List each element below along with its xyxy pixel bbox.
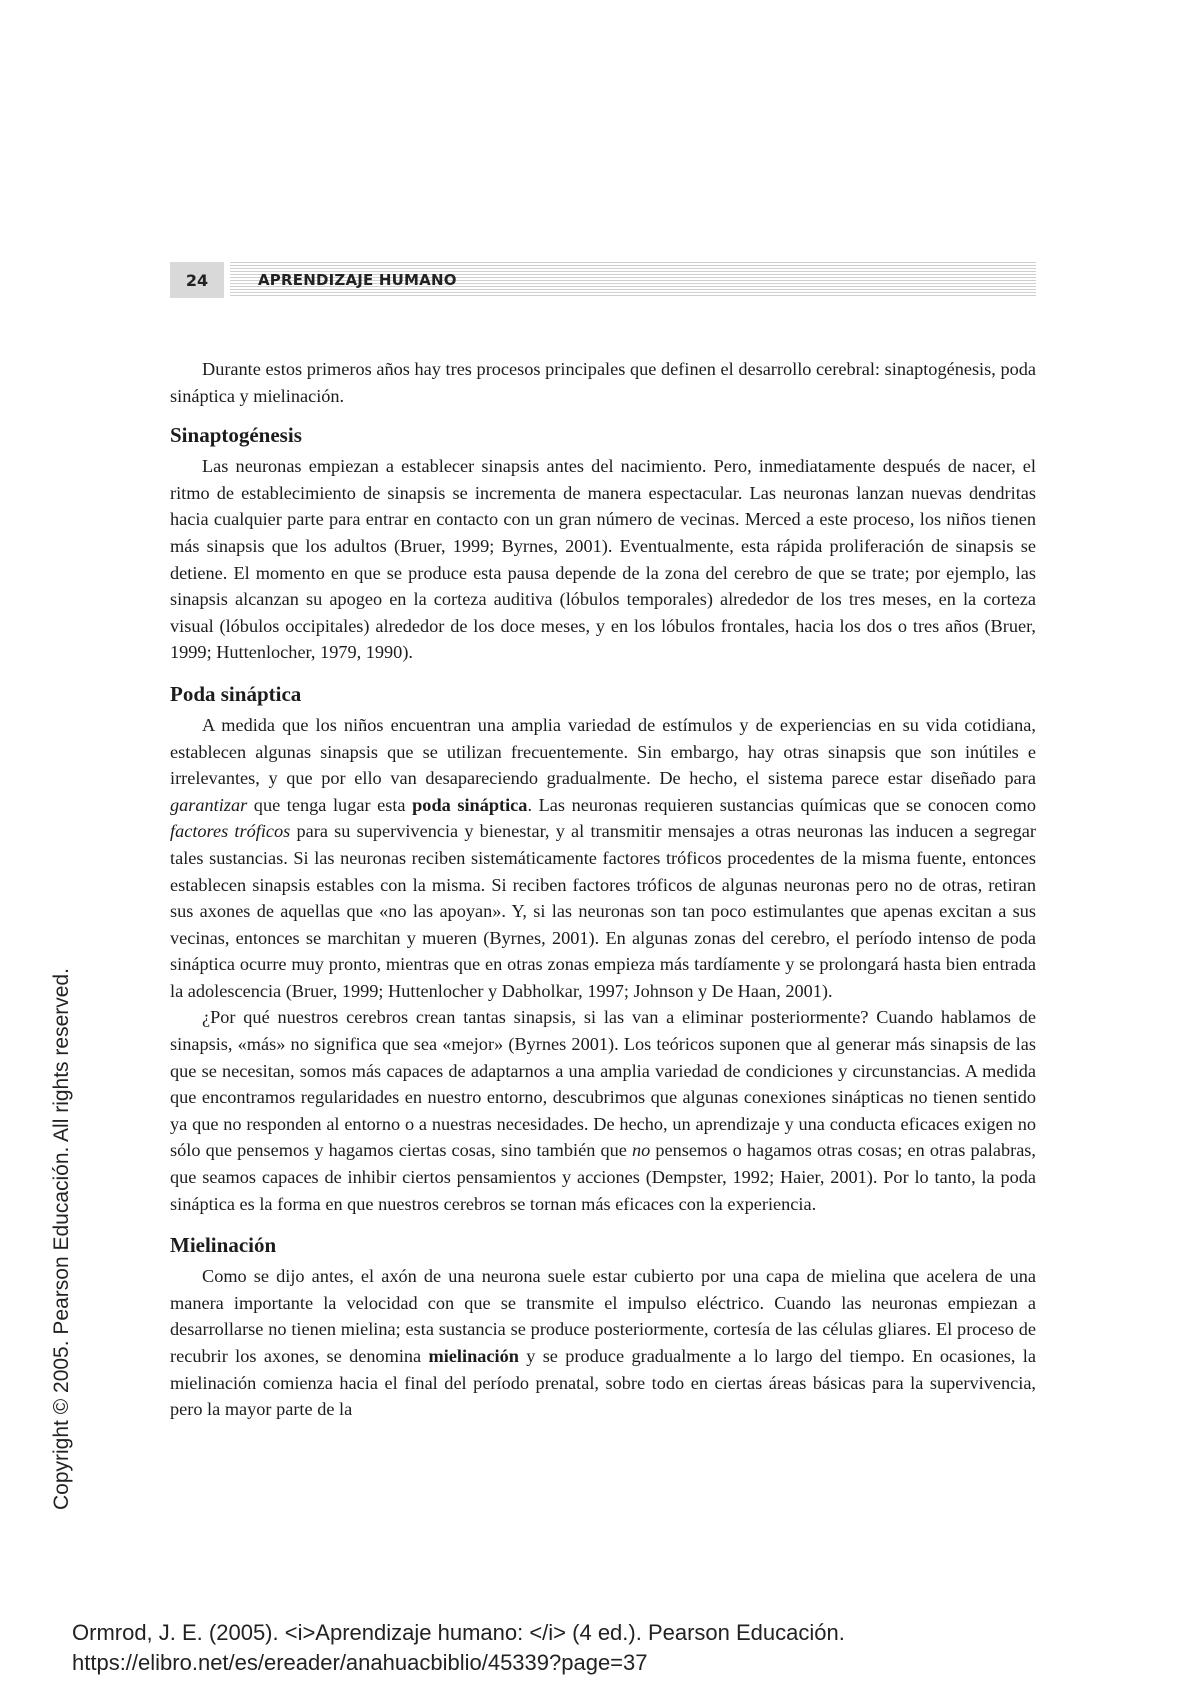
sinaptogenesis-paragraph: Las neuronas empiezan a establecer sinapsis antes del nacimiento. Pero, inmediatamente después de nacer, el ritmo de establecimiento de sinapsis se incrementa de manera espectacular. Las neuronas lanzan nuevas dendritas hacia cualquier parte para entrar en contacto con un gran número de vecinas. Merced a este proceso, los niños tienen más sinapsis que los adultos (Bruer, 1999; Byrnes, 2001). Eventualmente, esta rápida proliferación de sinapsis se detiene. El momento en que se produce esta pausa depende de la zona del cerebro de que se trate; por ejemplo, las sinapsis alcanzan su apogeo en la corteza auditiva (lóbulos temporales) alrededor de los tres meses, en la corteza visual (lóbulos occipitales) alrededor de los doce meses, y en los lóbulos frontales, hacia los dos o tres años (Bruer, 1999; Huttenlocher, 1979, 1990). bbox=[170, 456, 1036, 663]
text-run: pensemos o hagamos otras cosas; en otras palabras, que seamos capaces de inhibir ciertos pensamientos y acciones (Dempster, 1992; Haier, 2001). Por lo tanto, la poda sináptica es la forma en que nuestros cerebros se tornan más eficaces con la experiencia. bbox=[170, 1140, 1036, 1214]
text-run: Como se dijo antes, el axón de una neurona suele estar cubierto por una capa de mielina que acelera de una manera importante la velocidad con que se transmite el impulso eléctrico. Cuando las neuronas empiezan a desarrollarse no tienen mielina; esta sustancia se produce posteriormente, cortesía de las células gliares. El proceso de recubrir los axones, se denomina bbox=[170, 1266, 1036, 1366]
poda-paragraph-2 bbox=[170, 1004, 1036, 1217]
citation-footer: Ormrod, J. E. (2005). <i>Aprendizaje humano: </i> (4 ed.). Pearson Educación. https://elibro.net/es/ereader/anahuacbiblio/45339?page=37 bbox=[72, 1620, 845, 1675]
mielinacion-paragraph bbox=[170, 1263, 1036, 1423]
text-run: que tenga lugar esta bbox=[247, 794, 413, 815]
running-head bbox=[230, 262, 1036, 298]
term-mielinacion: mielinación bbox=[428, 1346, 519, 1366]
text-run: y se produce gradualmente a lo largo del tiempo. En ocasiones, la mielinación comienza hacia el final del período prenatal, sobre todo en ciertas áreas básicas para la supervivencia, pero la mayor parte de la bbox=[170, 1346, 1036, 1420]
term-poda-sinaptica: poda sináptica bbox=[412, 794, 528, 815]
running-head-title: APRENDIZAJE HUMANO bbox=[258, 271, 457, 289]
section-heading-mielinacion: Mielinación bbox=[170, 1233, 277, 1258]
text-run: ¿Por qué nuestros cerebros crean tantas sinapsis, si las van a eliminar posteriormente? Cuando hablamos de sinapsis, «más» no significa que sea «mejor» (Byrnes 2001). Los teóricos suponen que al generar más sinapsis de las que se necesitan, somos más capaces de adaptarnos a una amplia variedad de condiciones y circunstancias. A medida que encontramos regularidades en nuestro entorno, descubrimos que algunas conexiones sinápticas no tienen sentido ya que no responden al entorno o a nuestras necesidades. De hecho, un aprendizaje y una conducta eficaces exigen no sólo que pensemos y hagamos ciertas cosas, sino también que bbox=[170, 1007, 1036, 1161]
emphasis-garantizar: garantizar bbox=[170, 794, 248, 815]
emphasis-factores-troficos: factores tróficos bbox=[170, 821, 291, 842]
section-heading-sinaptogenesis: Sinaptogénesis bbox=[170, 423, 302, 448]
text-run: para su supervivencia y bienestar, y al transmitir mensajes a otras neuronas las inducen a segregar tales sustancias. Si las neuronas reciben sistemáticamente factores tróficos procedentes de la misma fuente, entonces establecen sinapsis estables con la misma. Si reciben factores tróficos de algunas neuronas pero no de otras, retiran sus axones de aquellas que «no las apoyan». Y, si las neuronas son tan poco estimulantes que apenas excitan a sus vecinas, entonces se marchitan y mueren (Byrnes, 2001). En algunas zonas del cerebro, el período intenso de poda sináptica ocurre muy pronto, mientras que en otras zonas empieza más tardíamente y se prolongará hasta bien entrada la adolescencia (Bruer, 1999; Huttenlocher y Dabholkar, 1997; Johnson y De Haan, 2001). bbox=[170, 821, 1037, 1001]
page-header bbox=[170, 262, 1036, 298]
page-body bbox=[170, 356, 1036, 1423]
poda-paragraph-1 bbox=[170, 712, 1036, 1005]
emphasis-no: no bbox=[632, 1140, 651, 1161]
section-heading-poda: Poda sináptica bbox=[170, 681, 302, 706]
text-run: A medida que los niños encuentran una amplia variedad de estímulos y de experiencias en su vida cotidiana, establecen algunas sinapsis que se utilizan frecuentemente. Sin embargo, hay otras sinapsis que son inútiles e irrelevantes, y que por ello van desapareciendo gradualmente. De hecho, el sistema parece estar diseñado para bbox=[170, 714, 1036, 789]
text-run: . Las neuronas requieren sustancias químicas que se conocen como bbox=[527, 794, 1036, 815]
intro-paragraph: Durante estos primeros años hay tres procesos principales que definen el desarrollo cerebral: sinaptogénesis, poda sináptica y mielinación. bbox=[170, 359, 1036, 406]
copyright-notice: Copyright © 2005. Pearson Educación. All rights reserved. bbox=[50, 968, 73, 1510]
page-number: 24 bbox=[170, 262, 224, 298]
